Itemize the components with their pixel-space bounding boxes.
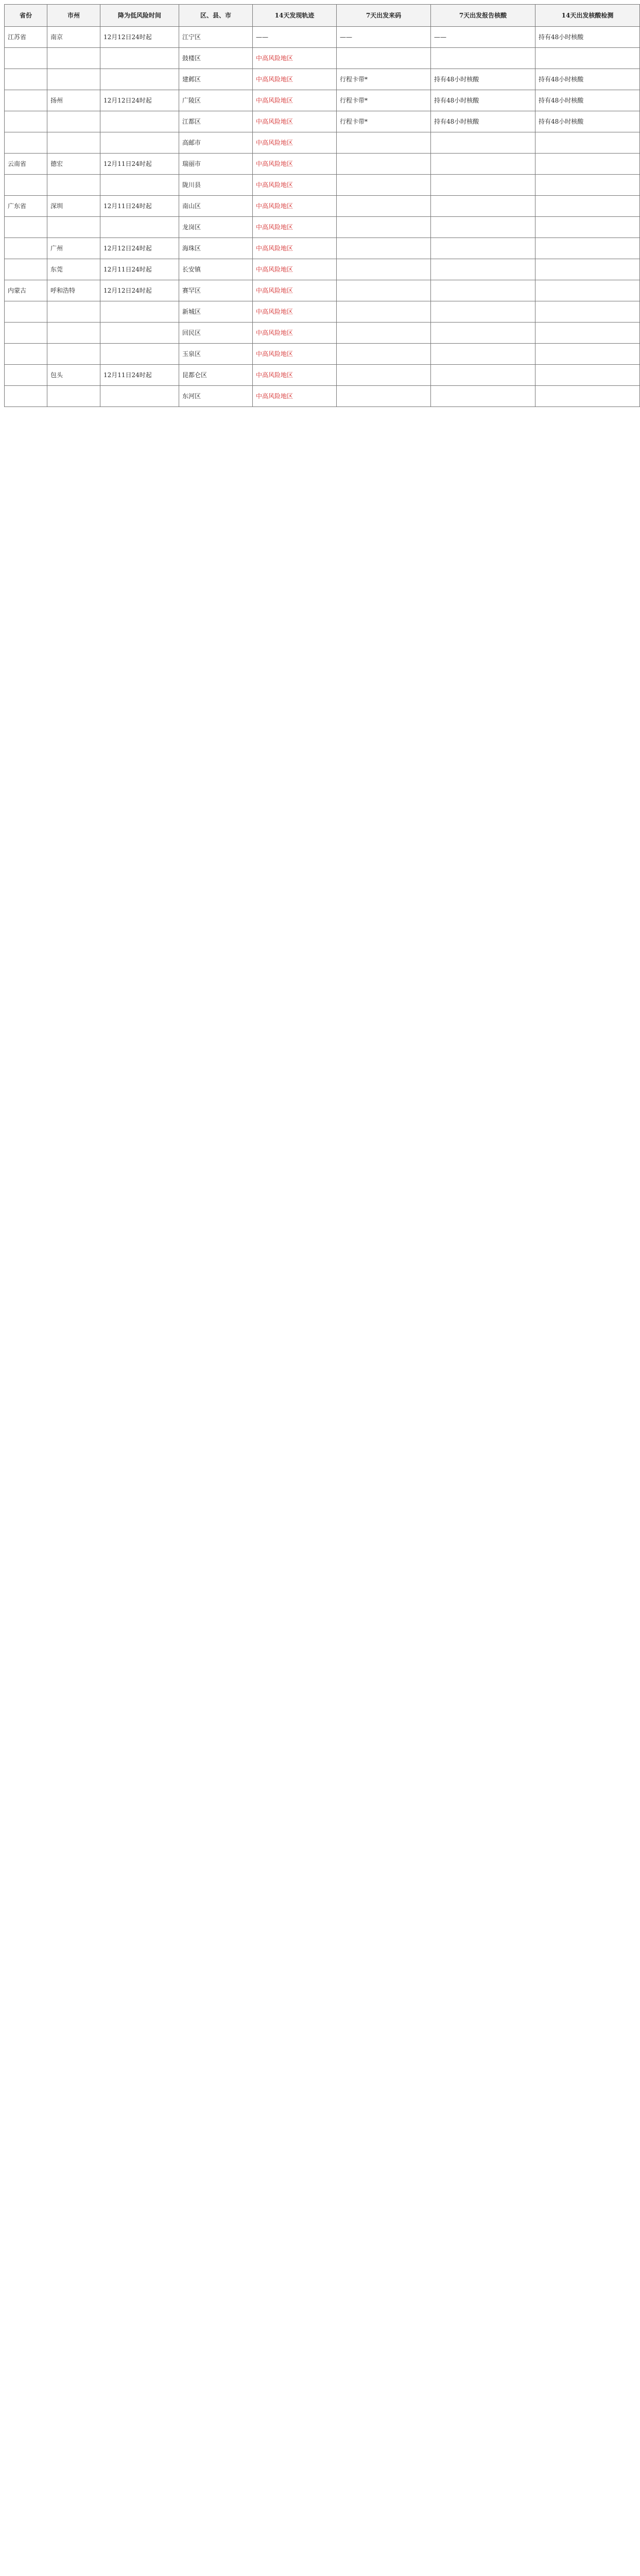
cell-test7: 持有48小时核酸 <box>431 69 535 90</box>
cell-test7 <box>431 280 535 301</box>
cell-city <box>47 301 100 323</box>
cell-risk: 中高风险地区 <box>253 344 337 365</box>
cell-code: 行程卡带* <box>337 69 431 90</box>
cell-city: 南京 <box>47 27 100 48</box>
cell-time: 12月11日24时起 <box>100 196 179 217</box>
cell-city: 呼和浩特 <box>47 280 100 301</box>
table-row <box>5 238 640 259</box>
cell-test14: 持有48小时核酸 <box>535 69 640 90</box>
table-row <box>5 154 640 175</box>
cell-test14 <box>535 301 640 323</box>
cell-time: 12月11日24时起 <box>100 154 179 175</box>
table-body <box>5 27 640 407</box>
table-row <box>5 386 640 407</box>
cell-province <box>5 90 47 111</box>
header-risk: 14天发现轨迹 <box>253 5 337 27</box>
cell-time <box>100 323 179 344</box>
cell-city: 扬州 <box>47 90 100 111</box>
cell-risk: 中高风险地区 <box>253 323 337 344</box>
cell-risk: 中高风险地区 <box>253 238 337 259</box>
header-test14: 14天出发核酸检测 <box>535 5 640 27</box>
table-continuation-space <box>4 407 586 2576</box>
cell-risk: 中高风险地区 <box>253 196 337 217</box>
cell-district: 东河区 <box>179 386 253 407</box>
header-district: 区、县、市 <box>179 5 253 27</box>
cell-time <box>100 69 179 90</box>
cell-test7 <box>431 217 535 238</box>
cell-time: 12月12日24时起 <box>100 90 179 111</box>
cell-province: 江苏省 <box>5 27 47 48</box>
cell-test14 <box>535 132 640 154</box>
policy-sheet <box>4 4 614 2576</box>
cell-district: 龙岗区 <box>179 217 253 238</box>
cell-test14 <box>535 175 640 196</box>
cell-test14 <box>535 259 640 280</box>
cell-code <box>337 280 431 301</box>
cell-province <box>5 132 47 154</box>
cell-test7 <box>431 365 535 386</box>
cell-province <box>5 69 47 90</box>
cell-district: 鼓楼区 <box>179 48 253 69</box>
table-row <box>5 217 640 238</box>
cell-time <box>100 301 179 323</box>
header-province: 省份 <box>5 5 47 27</box>
cell-risk: 中高风险地区 <box>253 259 337 280</box>
cell-province <box>5 323 47 344</box>
cell-district: 高邮市 <box>179 132 253 154</box>
cell-city: 德宏 <box>47 154 100 175</box>
cell-code <box>337 196 431 217</box>
cell-risk: 中高风险地区 <box>253 386 337 407</box>
cell-city <box>47 323 100 344</box>
cell-code <box>337 48 431 69</box>
cell-district: 昆都仑区 <box>179 365 253 386</box>
cell-test7 <box>431 238 535 259</box>
cell-risk: 中高风险地区 <box>253 301 337 323</box>
cell-province <box>5 175 47 196</box>
cell-test14 <box>535 386 640 407</box>
cell-risk: 中高风险地区 <box>253 111 337 132</box>
cell-district: 长安镇 <box>179 259 253 280</box>
table-row <box>5 301 640 323</box>
cell-district: 南山区 <box>179 196 253 217</box>
cell-test7: 持有48小时核酸 <box>431 111 535 132</box>
cell-test14 <box>535 196 640 217</box>
cell-city <box>47 48 100 69</box>
cell-risk: —— <box>253 27 337 48</box>
cell-code <box>337 323 431 344</box>
table-row <box>5 90 640 111</box>
cell-code <box>337 301 431 323</box>
cell-province: 广东省 <box>5 196 47 217</box>
cell-city <box>47 111 100 132</box>
cell-test14 <box>535 344 640 365</box>
table-row <box>5 323 640 344</box>
cell-district: 建邺区 <box>179 69 253 90</box>
cell-test7 <box>431 323 535 344</box>
cell-test14 <box>535 365 640 386</box>
cell-district: 回民区 <box>179 323 253 344</box>
cell-district: 陇川县 <box>179 175 253 196</box>
cell-district: 广陵区 <box>179 90 253 111</box>
cell-province: 内蒙古 <box>5 280 47 301</box>
cell-district: 江宁区 <box>179 27 253 48</box>
cell-district: 江都区 <box>179 111 253 132</box>
cell-time <box>100 175 179 196</box>
cell-time <box>100 48 179 69</box>
cell-time: 12月11日24时起 <box>100 365 179 386</box>
cell-test7 <box>431 154 535 175</box>
table-row <box>5 259 640 280</box>
cell-city <box>47 175 100 196</box>
cell-test7 <box>431 196 535 217</box>
header-city: 市州 <box>47 5 100 27</box>
cell-code <box>337 386 431 407</box>
table-row <box>5 69 640 90</box>
cell-city <box>47 344 100 365</box>
cell-test14 <box>535 217 640 238</box>
cell-province <box>5 238 47 259</box>
cell-code: 行程卡带* <box>337 111 431 132</box>
cell-code <box>337 175 431 196</box>
table-row <box>5 365 640 386</box>
cell-province <box>5 344 47 365</box>
cell-test14 <box>535 323 640 344</box>
cell-test14: 持有48小时核酸 <box>535 90 640 111</box>
cell-province <box>5 386 47 407</box>
cell-code <box>337 365 431 386</box>
cell-test7 <box>431 344 535 365</box>
cell-district: 玉泉区 <box>179 344 253 365</box>
cell-risk: 中高风险地区 <box>253 217 337 238</box>
cell-time: 12月12日24时起 <box>100 238 179 259</box>
cell-province <box>5 217 47 238</box>
cell-province: 云南省 <box>5 154 47 175</box>
cell-time <box>100 386 179 407</box>
cell-code: 行程卡带* <box>337 90 431 111</box>
cell-province <box>5 48 47 69</box>
cell-province <box>5 259 47 280</box>
cell-code <box>337 132 431 154</box>
table-row <box>5 48 640 69</box>
cell-risk: 中高风险地区 <box>253 48 337 69</box>
header-code: 7天出发来码 <box>337 5 431 27</box>
cell-district: 海珠区 <box>179 238 253 259</box>
cell-city <box>47 386 100 407</box>
cell-time: 12月11日24时起 <box>100 259 179 280</box>
cell-time <box>100 111 179 132</box>
cell-code <box>337 259 431 280</box>
cell-risk: 中高风险地区 <box>253 132 337 154</box>
header-time: 降为低风险时间 <box>100 5 179 27</box>
cell-city: 深圳 <box>47 196 100 217</box>
cell-code: —— <box>337 27 431 48</box>
cell-risk: 中高风险地区 <box>253 90 337 111</box>
cell-code <box>337 238 431 259</box>
header-test7: 7天出发报告核酸 <box>431 5 535 27</box>
cell-city <box>47 132 100 154</box>
cell-city: 包头 <box>47 365 100 386</box>
cell-time: 12月12日24时起 <box>100 27 179 48</box>
table-header-row <box>5 5 640 27</box>
table-row <box>5 111 640 132</box>
cell-test7: 持有48小时核酸 <box>431 90 535 111</box>
cell-test14: 持有48小时核酸 <box>535 27 640 48</box>
table-row <box>5 344 640 365</box>
cell-city: 广州 <box>47 238 100 259</box>
cell-test14 <box>535 48 640 69</box>
cell-province <box>5 301 47 323</box>
table-row <box>5 196 640 217</box>
cell-district: 赛罕区 <box>179 280 253 301</box>
cell-city <box>47 69 100 90</box>
cell-risk: 中高风险地区 <box>253 280 337 301</box>
cell-code <box>337 344 431 365</box>
cell-time <box>100 132 179 154</box>
cell-city <box>47 217 100 238</box>
table-row <box>5 27 640 48</box>
cell-risk: 中高风险地区 <box>253 154 337 175</box>
cell-test7 <box>431 386 535 407</box>
cell-test7 <box>431 175 535 196</box>
cell-risk: 中高风险地区 <box>253 175 337 196</box>
cell-district: 新城区 <box>179 301 253 323</box>
cell-test14: 持有48小时核酸 <box>535 111 640 132</box>
table-row <box>5 280 640 301</box>
cell-province <box>5 111 47 132</box>
cell-code <box>337 217 431 238</box>
cell-test7 <box>431 48 535 69</box>
cell-test14 <box>535 280 640 301</box>
cell-risk: 中高风险地区 <box>253 69 337 90</box>
cell-time <box>100 344 179 365</box>
cell-test7 <box>431 301 535 323</box>
cell-district: 瑞丽市 <box>179 154 253 175</box>
table-row <box>5 132 640 154</box>
cell-test14 <box>535 238 640 259</box>
cell-city: 东莞 <box>47 259 100 280</box>
cell-test7 <box>431 259 535 280</box>
cell-test7: —— <box>431 27 535 48</box>
cell-code <box>337 154 431 175</box>
cell-time <box>100 217 179 238</box>
cell-test7 <box>431 132 535 154</box>
cell-risk: 中高风险地区 <box>253 365 337 386</box>
risk-table <box>4 4 640 407</box>
cell-test14 <box>535 154 640 175</box>
cell-province <box>5 365 47 386</box>
table-row <box>5 175 640 196</box>
cell-time: 12月12日24时起 <box>100 280 179 301</box>
